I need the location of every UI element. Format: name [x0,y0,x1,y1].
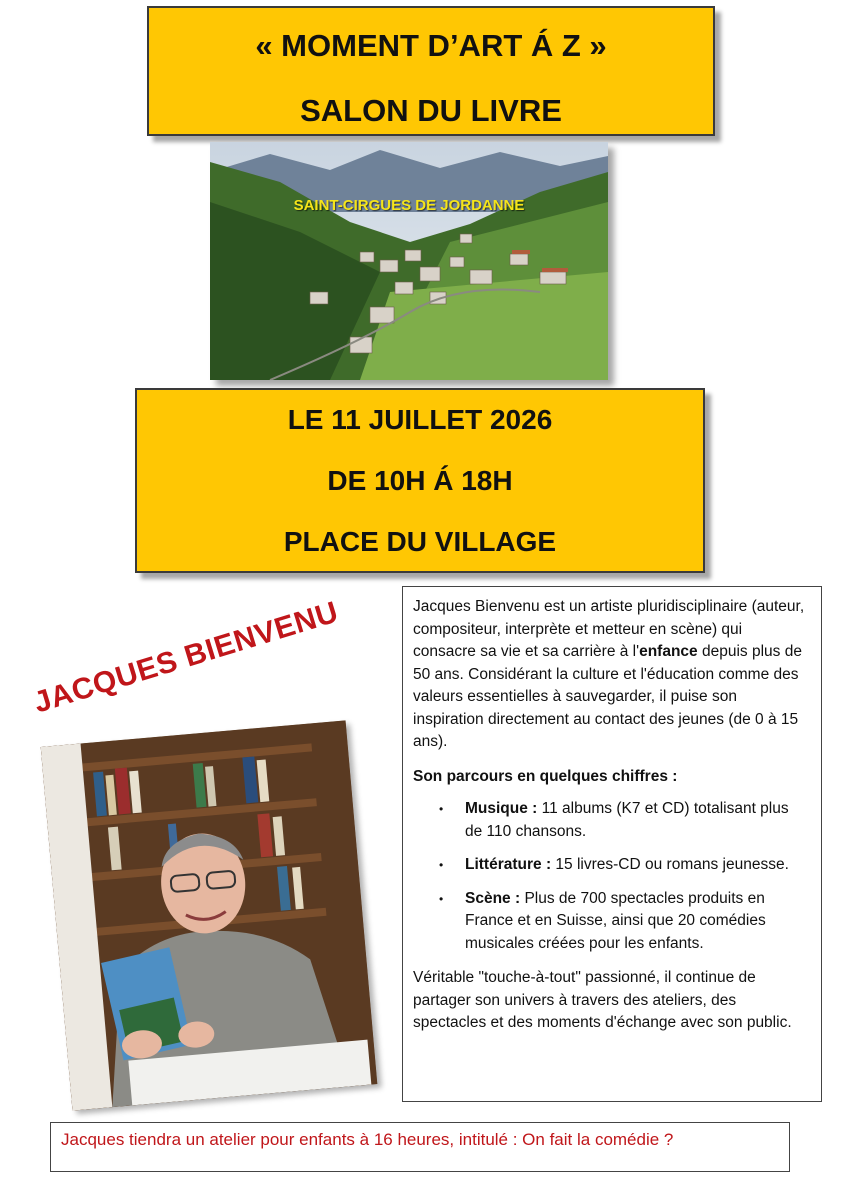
list-item [413,798,809,843]
bio-figures-list [413,798,809,955]
bio-intro-text-end: depuis plus de 50 ans. Considérant la culture et l'éducation comme des valeurs essentielles à sauvegarder, il puise son inspiration directement au contact des jeunes (de 0 à 15 ans). [413,643,802,750]
village-landscape-illustration [210,142,608,380]
artist-portrait-illustration [41,720,378,1110]
artist-name: JACQUES BIENVENU [30,595,343,720]
artist-photo [41,720,378,1110]
header-subtitle: SALON DU LIVRE [300,93,562,128]
list-item [413,888,809,956]
atelier-notice [50,1122,790,1172]
item-label: Musique : [465,800,538,817]
item-label: Littérature : [465,856,552,873]
bio-closing: Véritable "touche-à-tout" passionné, il continue de partager son univers à travers des ateliers, des spectacles et des moments d'échange avec son public. [413,969,792,1031]
bio-intro-text: Jacques Bienvenu est un artiste pluridisciplinaire (auteur, compositeur, interprète et metteur en scène) qui consacre sa vie et sa carrière à l' [413,598,805,660]
item-text: Plus de 700 spectacles produits en France et en Suisse, ainsi que 20 comédies musicales créées pour les enfants. [465,889,766,952]
item-text: 15 livres-CD ou romans jeunesse. [551,856,789,873]
bio-section-title: Son parcours en quelques chiffres : [413,767,678,785]
event-place: PLACE DU VILLAGE [283,526,557,557]
village-caption: SAINT-CIRGUES DE JORDANNE [293,197,525,214]
atelier-text: Jacques tiendra un atelier pour enfants à 16 heures, intitulé : On fait la comédie ? [61,1130,674,1149]
bio-intro [413,596,809,754]
event-date: LE 11 JUILLET 2026 [287,404,553,435]
village-photo [210,142,608,380]
header-banner [147,6,715,136]
item-label: Scène : [465,889,521,907]
event-banner [135,388,705,573]
list-item [413,854,809,877]
bullet-icon: • [439,802,444,816]
item-text: 11 albums (K7 et CD) totalisant plus de 110 chansons. [465,800,789,840]
bullet-icon: • [439,891,444,906]
event-hours: DE 10H Á 18H [327,465,513,496]
bullet-icon: • [439,858,444,872]
bio-intro-bold: enfance [639,643,698,660]
bio-box [402,586,822,1102]
header-title: « MOMENT D’ART Á Z » [255,28,607,63]
